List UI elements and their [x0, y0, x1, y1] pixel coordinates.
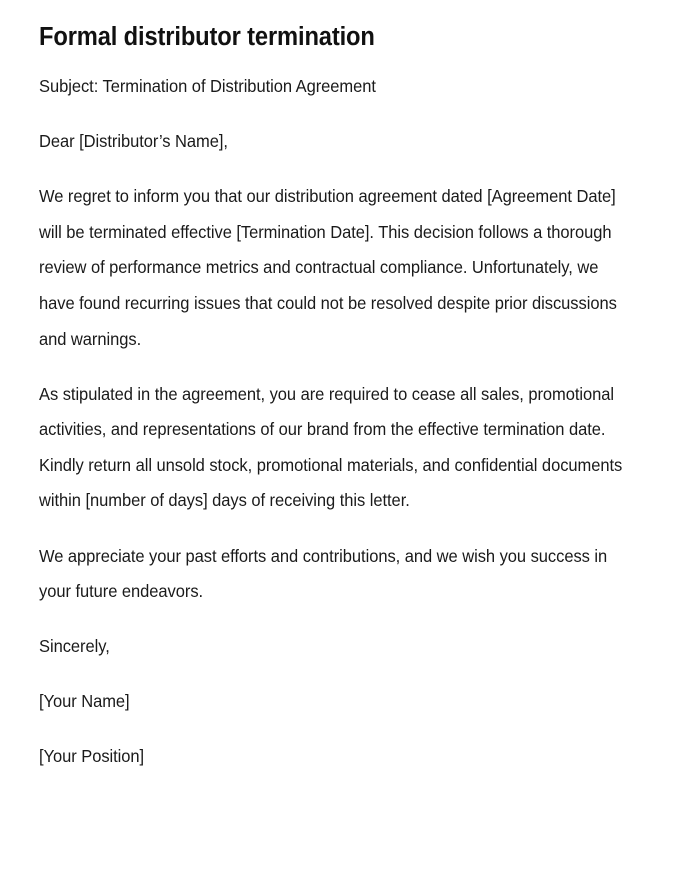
salutation-line: Dear [Distributor’s Name],: [39, 131, 228, 152]
body-paragraph-3: We appreciate your past efforts and contributions, and we wish you success in your future endeavors.: [39, 545, 608, 602]
page-title: Formal distributor termination: [39, 23, 375, 51]
body-paragraph-2: As stipulated in the agreement, you are required to cease all sales, promotional activities, and representations of our brand from the effective termination date. Kindly return all unsold stock, promotional materials, and confidential documents within [number of days] days of receiving this letter.: [39, 383, 623, 511]
body-paragraph-1: We regret to inform you that our distribution agreement dated [Agreement Date] will be terminated effective [Termination Date]. This decision follows a thorough review of performance metrics and contractual compliance. Unfortunately, we have found recurring issues that could not be resolved despite prior discussions and warnings.: [39, 186, 617, 349]
closing-line: Sincerely,: [39, 636, 110, 657]
signature-name: [Your Name]: [39, 691, 130, 712]
signature-position: [Your Position]: [39, 746, 145, 767]
subject-line: Subject: Termination of Distribution Agreement: [39, 76, 376, 96]
letter-body: [39, 69, 633, 775]
